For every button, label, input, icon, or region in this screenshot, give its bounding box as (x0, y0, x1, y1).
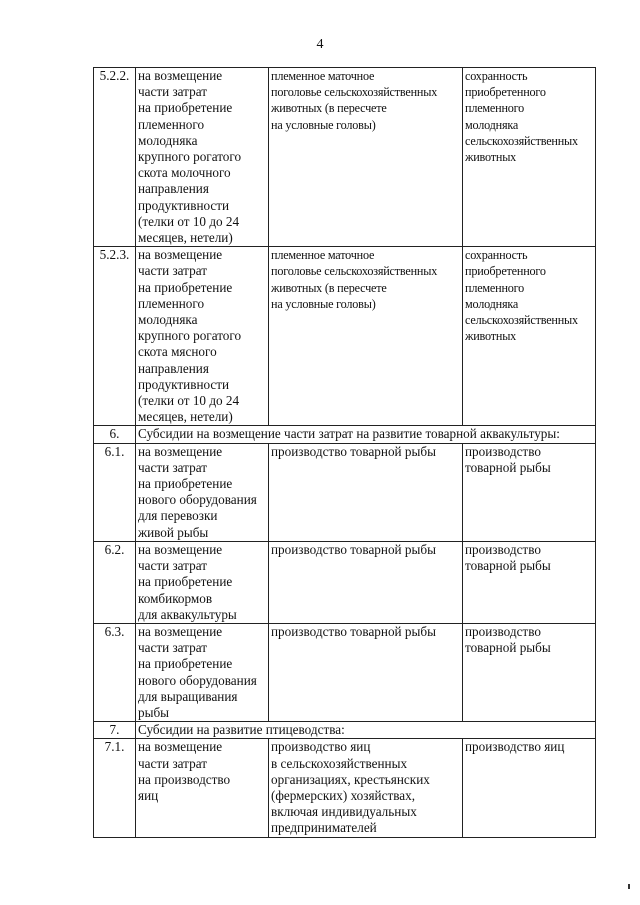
row-number: 7.1. (94, 739, 136, 837)
section-row (94, 426, 596, 443)
table-row (94, 739, 596, 837)
target-indicator: племенное маточное поголовье сельскохозяйственных животных (в пересчете на условные головы) (269, 247, 463, 426)
target-indicator: производство товарной рыбы (269, 443, 463, 541)
subsidy-description: на возмещение части затрат на приобретение нового оборудования для перевозки живой рыбы (136, 443, 269, 541)
subsidy-description: на возмещение части затрат на приобретение племенного молодняка крупного рогатого скота мясного направления продуктивности (телки от 10 до 24 месяцев, нетели) (136, 247, 269, 426)
subsidy-description: на возмещение части затрат на приобретение комбикормов для аквакультуры (136, 541, 269, 623)
section-number: 7. (94, 722, 136, 739)
section-number: 6. (94, 426, 136, 443)
row-number: 6.1. (94, 443, 136, 541)
row-number: 5.2.2. (94, 68, 136, 247)
row-number: 5.2.3. (94, 247, 136, 426)
row-number: 6.3. (94, 623, 136, 721)
target-indicator: производство яиц в сельскохозяйственных организациях, крестьянских (фермерских) хозяйствах, включая индивидуальных предпринимателей (269, 739, 463, 837)
result-indicator: производство товарной рыбы (463, 541, 596, 623)
table-row (94, 541, 596, 623)
result-indicator: сохранность приобретенного племенного молодняка сельскохозяйственных животных (463, 68, 596, 247)
result-indicator: производство яиц (463, 739, 596, 837)
row-number: 6.2. (94, 541, 136, 623)
section-heading: Субсидии на возмещение части затрат на развитие товарной аквакультуры: (136, 426, 596, 443)
page-number: 4 (316, 37, 324, 52)
target-indicator: производство товарной рыбы (269, 541, 463, 623)
subsidy-description: на возмещение части затрат на приобретение племенного молодняка крупного рогатого скота молочного направления продуктивности (телки от 10 до 24 месяцев, нетели) (136, 68, 269, 247)
subsidy-indicators-table (93, 67, 596, 838)
subsidy-description: на возмещение части затрат на приобретение нового оборудования для выращивания рыбы (136, 623, 269, 721)
table-row (94, 623, 596, 721)
table-row (94, 443, 596, 541)
result-indicator: производство товарной рыбы (463, 623, 596, 721)
scan-edge-mark (628, 884, 630, 889)
target-indicator: племенное маточное поголовье сельскохозяйственных животных (в пересчете на условные головы) (269, 68, 463, 247)
subsidy-description: на возмещение части затрат на производство яиц (136, 739, 269, 837)
result-indicator: сохранность приобретенного племенного молодняка сельскохозяйственных животных (463, 247, 596, 426)
section-heading: Субсидии на развитие птицеводства: (136, 722, 596, 739)
section-row (94, 722, 596, 739)
target-indicator: производство товарной рыбы (269, 623, 463, 721)
table-row (94, 247, 596, 426)
result-indicator: производство товарной рыбы (463, 443, 596, 541)
table-row (94, 68, 596, 247)
